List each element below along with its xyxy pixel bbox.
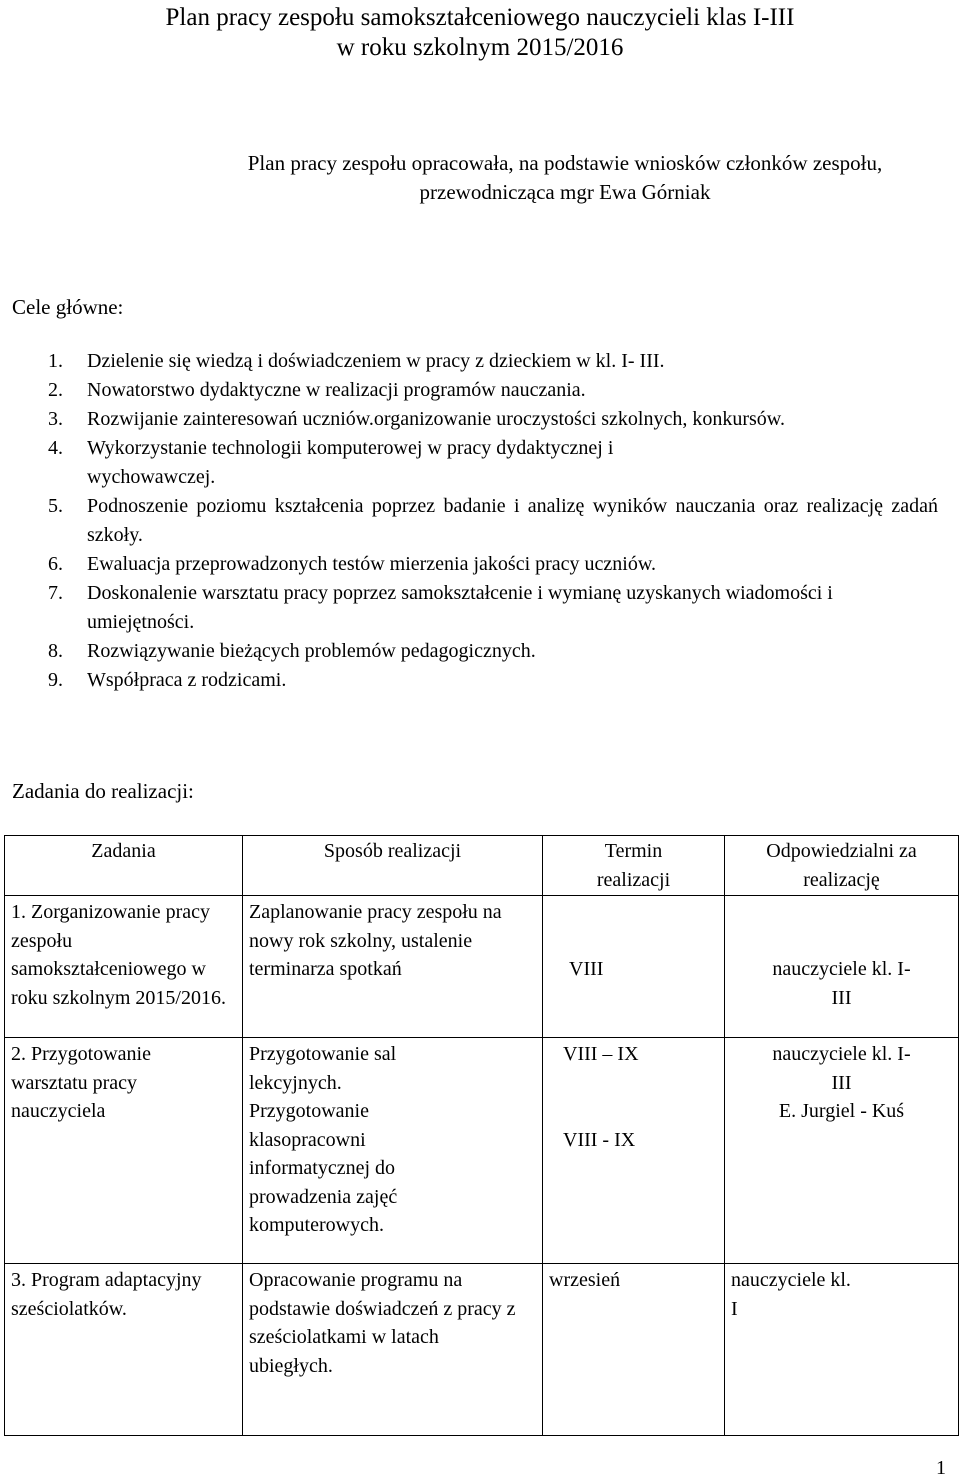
goal-item bbox=[48, 579, 938, 637]
term-cell bbox=[543, 896, 725, 1038]
goals-heading: Cele główne: bbox=[12, 295, 124, 319]
term-text: wrzesień bbox=[549, 1269, 621, 1291]
responsible-cell bbox=[725, 1264, 959, 1436]
title-line-2: w roku szkolnym 2015/2016 bbox=[336, 34, 624, 61]
method-cell bbox=[243, 896, 543, 1038]
header-tasks: Zadania bbox=[5, 836, 243, 896]
goal-item bbox=[48, 492, 938, 550]
goal-number: 7. bbox=[48, 582, 63, 604]
task-text: 1. Zorganizowanie pracy zespołu samokształceniowego w roku szkolnym 2015/2016. bbox=[11, 901, 226, 1009]
task-text: 2. Przygotowanie warsztatu pracy nauczyciela bbox=[11, 1043, 151, 1122]
task-cell bbox=[5, 1038, 243, 1264]
goal-item bbox=[48, 405, 938, 434]
responsible-text: nauczyciele kl. I- III bbox=[772, 958, 911, 1009]
task-cell bbox=[5, 1264, 243, 1436]
header-responsible: Odpowiedzialni za realizację bbox=[725, 836, 959, 896]
responsible-text-a: nauczyciele kl. I- III bbox=[772, 1043, 911, 1094]
goal-text: Doskonalenie warsztatu pracy poprzez samokształcenie i wymianę uzyskanych wiadomości i umiejętności. bbox=[87, 582, 833, 633]
goal-item bbox=[48, 434, 938, 492]
goal-number: 3. bbox=[48, 408, 63, 430]
responsible-cell bbox=[725, 896, 959, 1038]
term-cell bbox=[543, 1038, 725, 1264]
method-text: Zaplanowanie pracy zespołu na nowy rok szkolny, ustalenie terminarza spotkań bbox=[249, 901, 502, 980]
goal-text: Rozwiązywanie bieżących problemów pedagogicznych. bbox=[87, 640, 536, 662]
responsible-text: nauczyciele kl. I bbox=[731, 1269, 851, 1320]
term-text-b: VIII - IX bbox=[563, 1128, 636, 1151]
goal-number: 8. bbox=[48, 640, 63, 662]
task-text: 3. Program adaptacyjny sześciolatków. bbox=[11, 1269, 202, 1320]
term-cell bbox=[543, 1264, 725, 1436]
goal-number: 5. bbox=[48, 495, 63, 517]
tasks-table bbox=[4, 835, 959, 1436]
method-cell bbox=[243, 1264, 543, 1436]
title-line-1: Plan pracy zespołu samokształceniowego nauczycieli klas I-III bbox=[165, 4, 795, 31]
goal-number: 2. bbox=[48, 379, 63, 401]
goals-list bbox=[48, 347, 938, 695]
responsible-text-b: E. Jurgiel - Kuś bbox=[778, 1100, 905, 1122]
tasks-heading: Zadania do realizacji: bbox=[12, 779, 194, 803]
header-method: Sposób realizacji bbox=[243, 836, 543, 896]
goal-text: Wykorzystanie technologii komputerowej w pracy dydaktycznej i wychowawczej. bbox=[87, 437, 614, 488]
goal-number: 6. bbox=[48, 553, 63, 575]
goal-text: Współpraca z rodzicami. bbox=[87, 669, 287, 691]
header-term: Termin realizacji bbox=[543, 836, 725, 896]
goal-number: 1. bbox=[48, 350, 63, 372]
task-cell bbox=[5, 896, 243, 1038]
goal-text: Rozwijanie zainteresowań uczniów.organizowanie uroczystości szkolnych, konkursów. bbox=[87, 408, 785, 430]
intro-line-2: przewodnicząca mgr Ewa Górniak bbox=[419, 180, 711, 204]
goal-text: Dzielenie się wiedzą i doświadczeniem w pracy z dzieckiem w kl. I- III. bbox=[87, 350, 665, 372]
responsible-cell bbox=[725, 1038, 959, 1264]
goal-item bbox=[48, 376, 938, 405]
method-text: Przygotowanie sal lekcyjnych. Przygotowanie klasopracowni informatycznej do prowadzenia zajęć komputerowych. bbox=[249, 1043, 398, 1236]
method-cell bbox=[243, 1038, 543, 1264]
table-row bbox=[5, 1038, 959, 1264]
goal-item bbox=[48, 347, 938, 376]
goal-number: 9. bbox=[48, 669, 63, 691]
method-text: Opracowanie programu na podstawie doświadczeń z pracy z sześciolatkami w latach ubiegłych. bbox=[249, 1269, 516, 1377]
page-number: 1 bbox=[936, 1457, 946, 1479]
goal-text: Ewaluacja przeprowadzonych testów mierzenia jakości pracy uczniów. bbox=[87, 553, 657, 575]
table-header-row bbox=[5, 836, 959, 896]
term-text-a: VIII – IX bbox=[563, 1043, 639, 1065]
term-text: VIII bbox=[569, 958, 604, 980]
goal-number: 4. bbox=[48, 437, 63, 459]
goal-item bbox=[48, 666, 938, 695]
table-row bbox=[5, 896, 959, 1038]
table-row bbox=[5, 1264, 959, 1436]
intro-line-1: Plan pracy zespołu opracowała, na podstawie wniosków członków zespołu, bbox=[247, 151, 883, 175]
goal-text: Podnoszenie poziomu kształcenia poprzez badanie i analizę wyników nauczania oraz realizację zadań szkoły. bbox=[87, 495, 938, 546]
goal-item bbox=[48, 637, 938, 666]
goal-item bbox=[48, 550, 938, 579]
goal-text: Nowatorstwo dydaktyczne w realizacji programów nauczania. bbox=[87, 379, 586, 401]
